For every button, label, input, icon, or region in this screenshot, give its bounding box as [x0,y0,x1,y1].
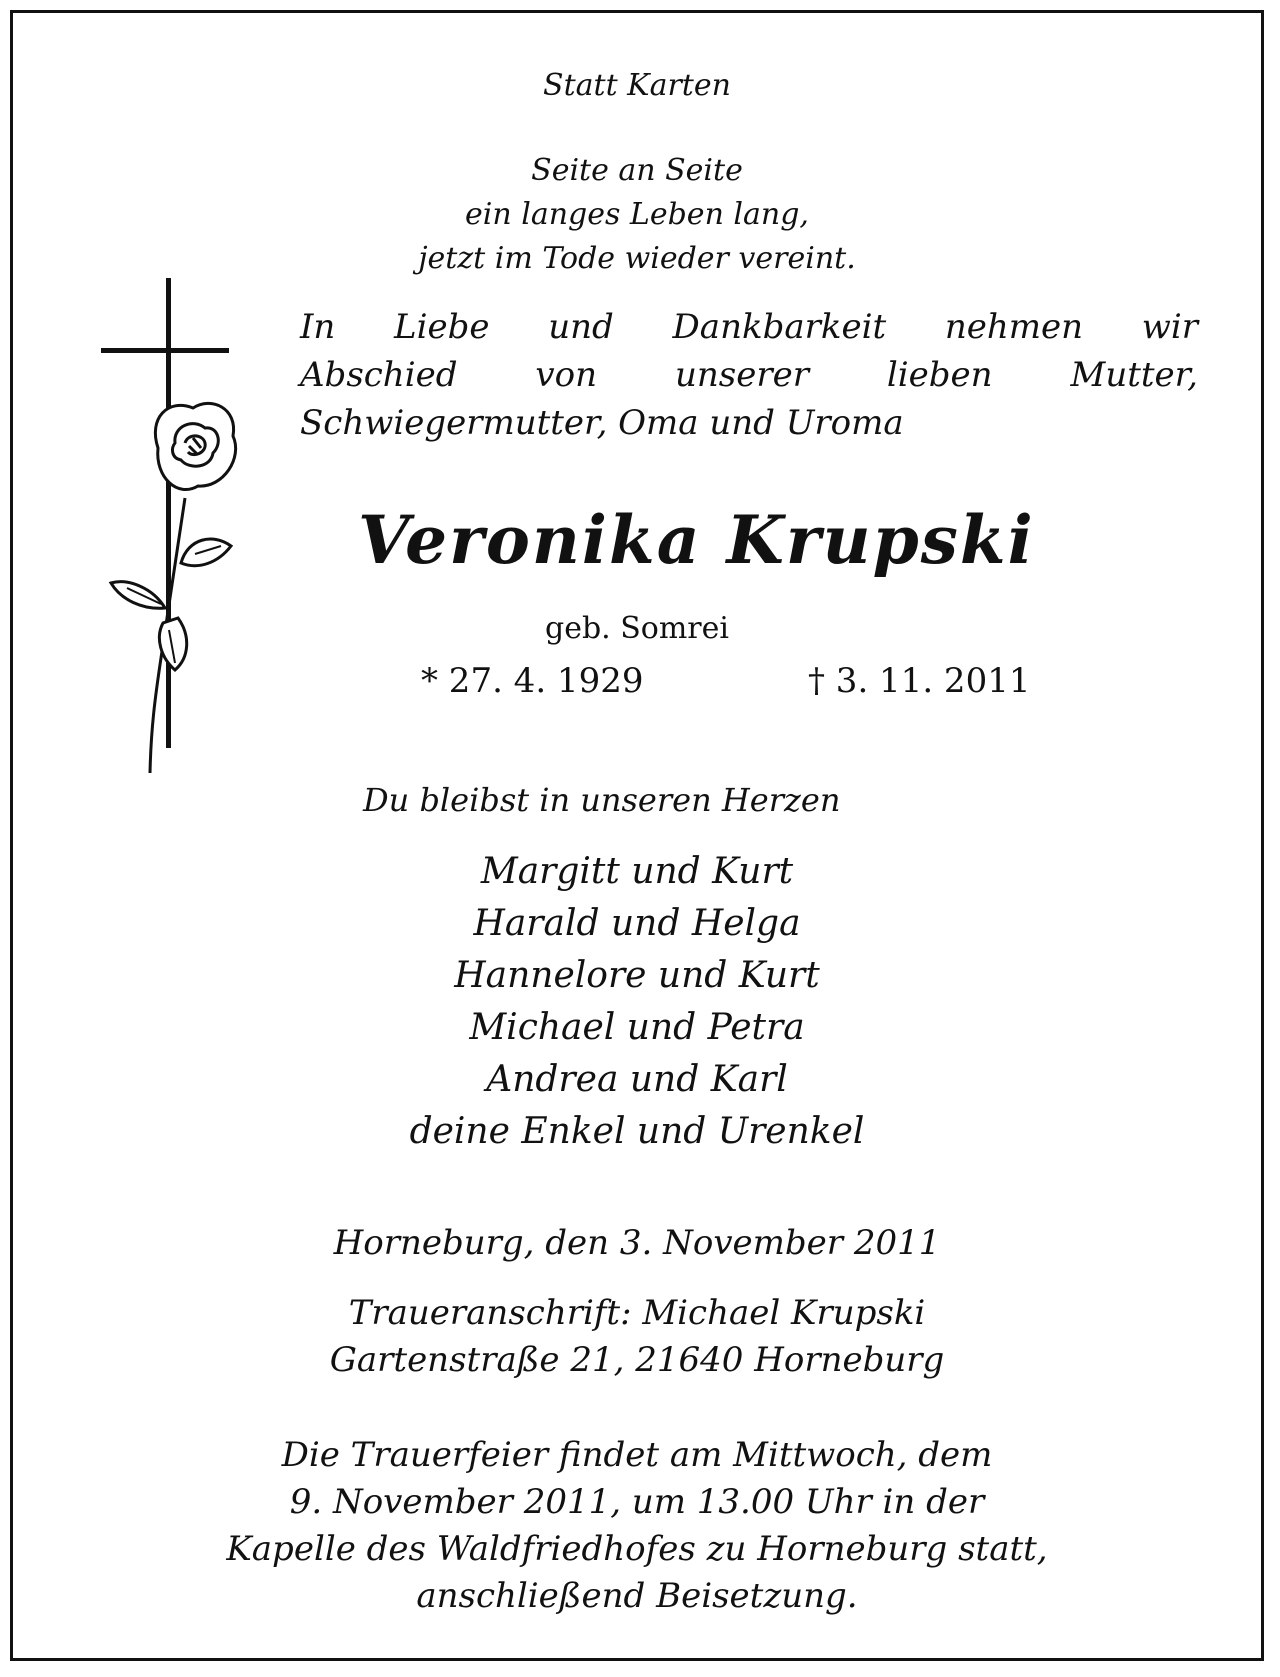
ceremony-line-2: 9. November 2011, um 13.00 Uhr in der [289,1482,985,1522]
intro-line-3: Schwiegermutter, Oma und Uroma [300,403,904,443]
intro-line-2: Abschied von unserer lieben Mutter, [300,355,1198,395]
mourner-6: deine Enkel und Urenkel [409,1111,865,1152]
closing-line: Du bleibst in unseren Herzen [363,781,841,819]
ceremony-line-3: Kapelle des Waldfriedhofes zu Horneburg statt, [226,1529,1048,1569]
ceremony-line-4: anschließend Beisetzung. [416,1576,858,1616]
verse-line-2: ein langes Leben lang, [465,197,809,232]
verse-line-1: Seite an Seite [531,153,743,188]
death-date: † 3. 11. 2011 [808,661,1031,701]
verse-line-3: jetzt im Tode wieder vereint. [418,241,856,276]
address-line-2: Gartenstraße 21, 21640 Horneburg [329,1340,945,1380]
ceremony-line-1: Die Trauerfeier findet am Mittwoch, dem [281,1435,993,1475]
cross-rose-icon [93,278,243,778]
header-text: Statt Karten [543,68,731,103]
birth-date: * 27. 4. 1929 [421,661,644,701]
deceased-name: Veronika Krupski [358,501,1035,579]
address-line-1: Traueranschrift: Michael Krupski [348,1293,926,1333]
mourner-3: Hannelore und Kurt [454,955,820,996]
obituary-notice [10,10,1264,1661]
mourner-1: Margitt und Kurt [480,851,794,892]
place-date: Horneburg, den 3. November 2011 [333,1223,941,1263]
intro-line-1: In Liebe und Dankbarkeit nehmen wir [300,307,1198,347]
mourner-5: Andrea und Karl [486,1059,788,1100]
mourner-2: Harald und Helga [473,903,801,944]
maiden-name: geb. Somrei [545,611,729,646]
mourner-4: Michael und Petra [469,1007,805,1048]
